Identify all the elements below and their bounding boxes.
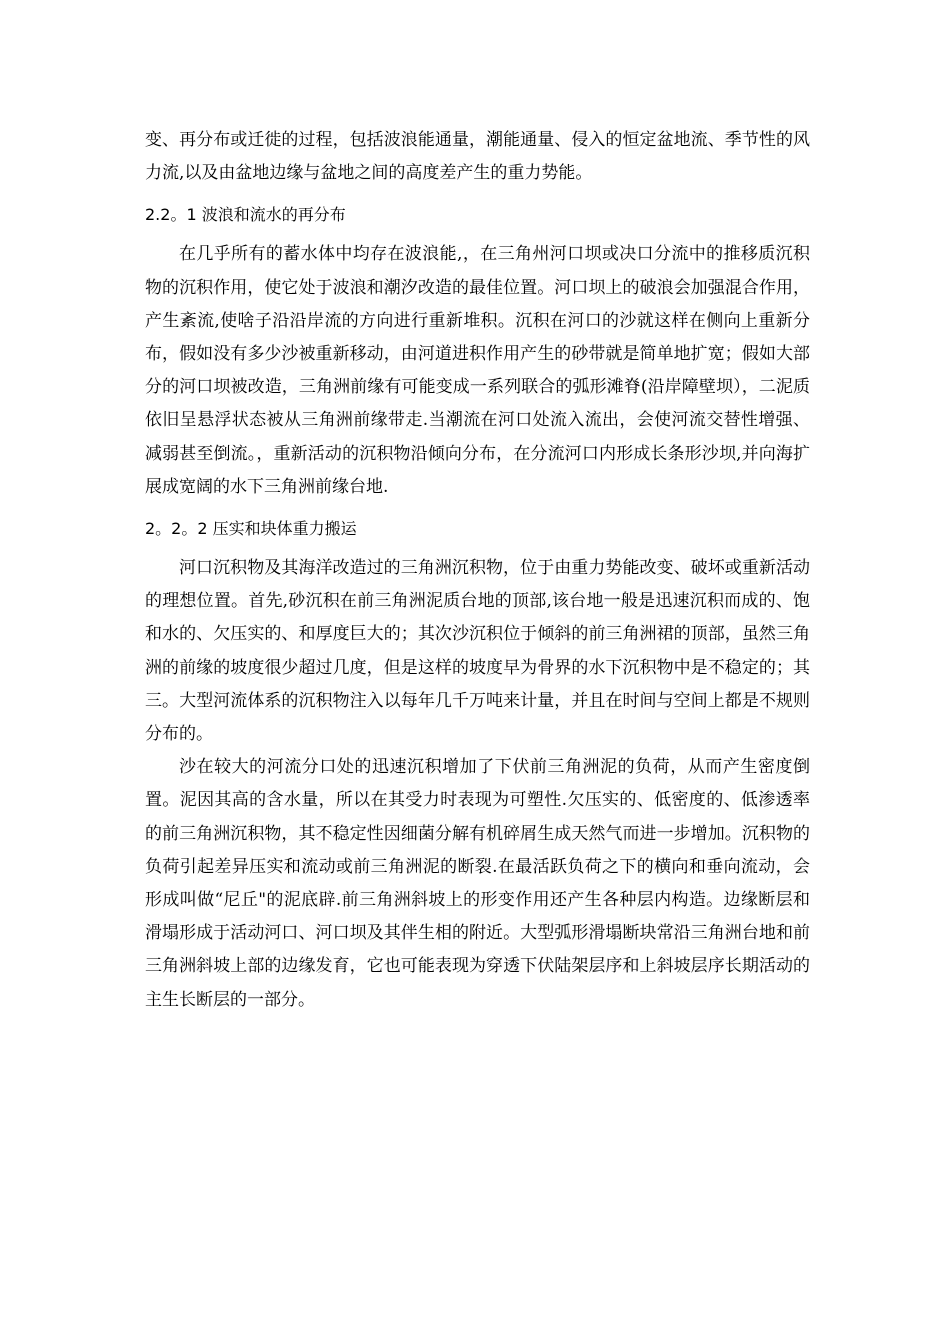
section-2-2-2-paragraph-1: 河口沉积物及其海洋改造过的三角洲沉积物，位于由重力势能改变、破坏或重新活动的理想位置。首先,砂沉积在前三角洲泥质台地的顶部,该台地一般是迅速沉积而成的、饱和水的、欠压实的、和厚度巨大的；其次沙沉积位于倾斜的前三角洲裙的顶部，虽然三角洲的前缘的坡度很少超过几度，但是这样的坡度早为骨界的水下沉积物中是不稳定的；其三。大型河流体系的沉积物注入以每年几千万吨来计量，并且在时间与空间上都是不规则分布的。 [145,558,810,745]
intro-paragraph: 变、再分布或迁徙的过程，包括波浪能通量，潮能通量、侵入的恒定盆地流、季节性的风力流,以及由盆地边缘与盆地之间的高度差产生的重力势能。 [145,130,810,184]
section-2-2-2-paragraph-2: 沙在较大的河流分口处的迅速沉积增加了下伏前三角洲泥的负荷，从而产生密度倒置。泥因其高的含水量，所以在其受力时表现为可塑性.欠压实的、低密度的、低渗透率的前三角洲沉积物，其不稳定性因细菌分解有机碎屑生成天然气而进一步增加。沉积物的负荷引起差异压实和流动或前三角洲泥的断裂.在最活跃负荷之下的横向和垂向流动，会形成叫做“尼丘"的泥底辟.前三角洲斜坡上的形变作用还产生各种层内构造。边缘断层和滑塌形成于活动河口、河口坝及其伴生相的附近。大型弧形滑塌断块常沿三角洲台地和前三角洲斜坡上部的边缘发育，它也可能表现为穿透下伏陆架层序和上斜坡层序长期活动的主生长断层的一部分。 [145,757,810,1010]
section-heading-2-2-1: 2.2。1 波浪和流水的再分布 [145,205,346,225]
section-heading-2-2-2: 2。2。2 压实和块体重力搬运 [145,519,357,539]
section-2-2-1-paragraph: 在几乎所有的蓄水体中均存在波浪能,，在三角州河口坝或决口分流中的推移质沉积物的沉积作用，使它处于波浪和潮汐改造的最佳位置。河口坝上的破浪会加强混合作用，产生紊流,使啥子沿沿岸流的方向进行重新堆积。沉积在河口的沙就这样在侧向上重新分布，假如没有多少沙被重新移动，由河道进积作用产生的砂带就是简单地扩宽；假如大部分的河口坝被改造，三角洲前缘有可能变成一系列联合的弧形滩脊(沿岸障壁坝），二泥质依旧呈悬浮状态被从三角洲前缘带走.当潮流在河口处流入流出，会使河流交替性增强、减弱甚至倒流。，重新活动的沉积物沿倾向分布，在分流河口内形成长条形沙坝,并向海扩展成宽阔的水下三角洲前缘台地. [145,244,810,497]
document-body [145,124,810,1017]
